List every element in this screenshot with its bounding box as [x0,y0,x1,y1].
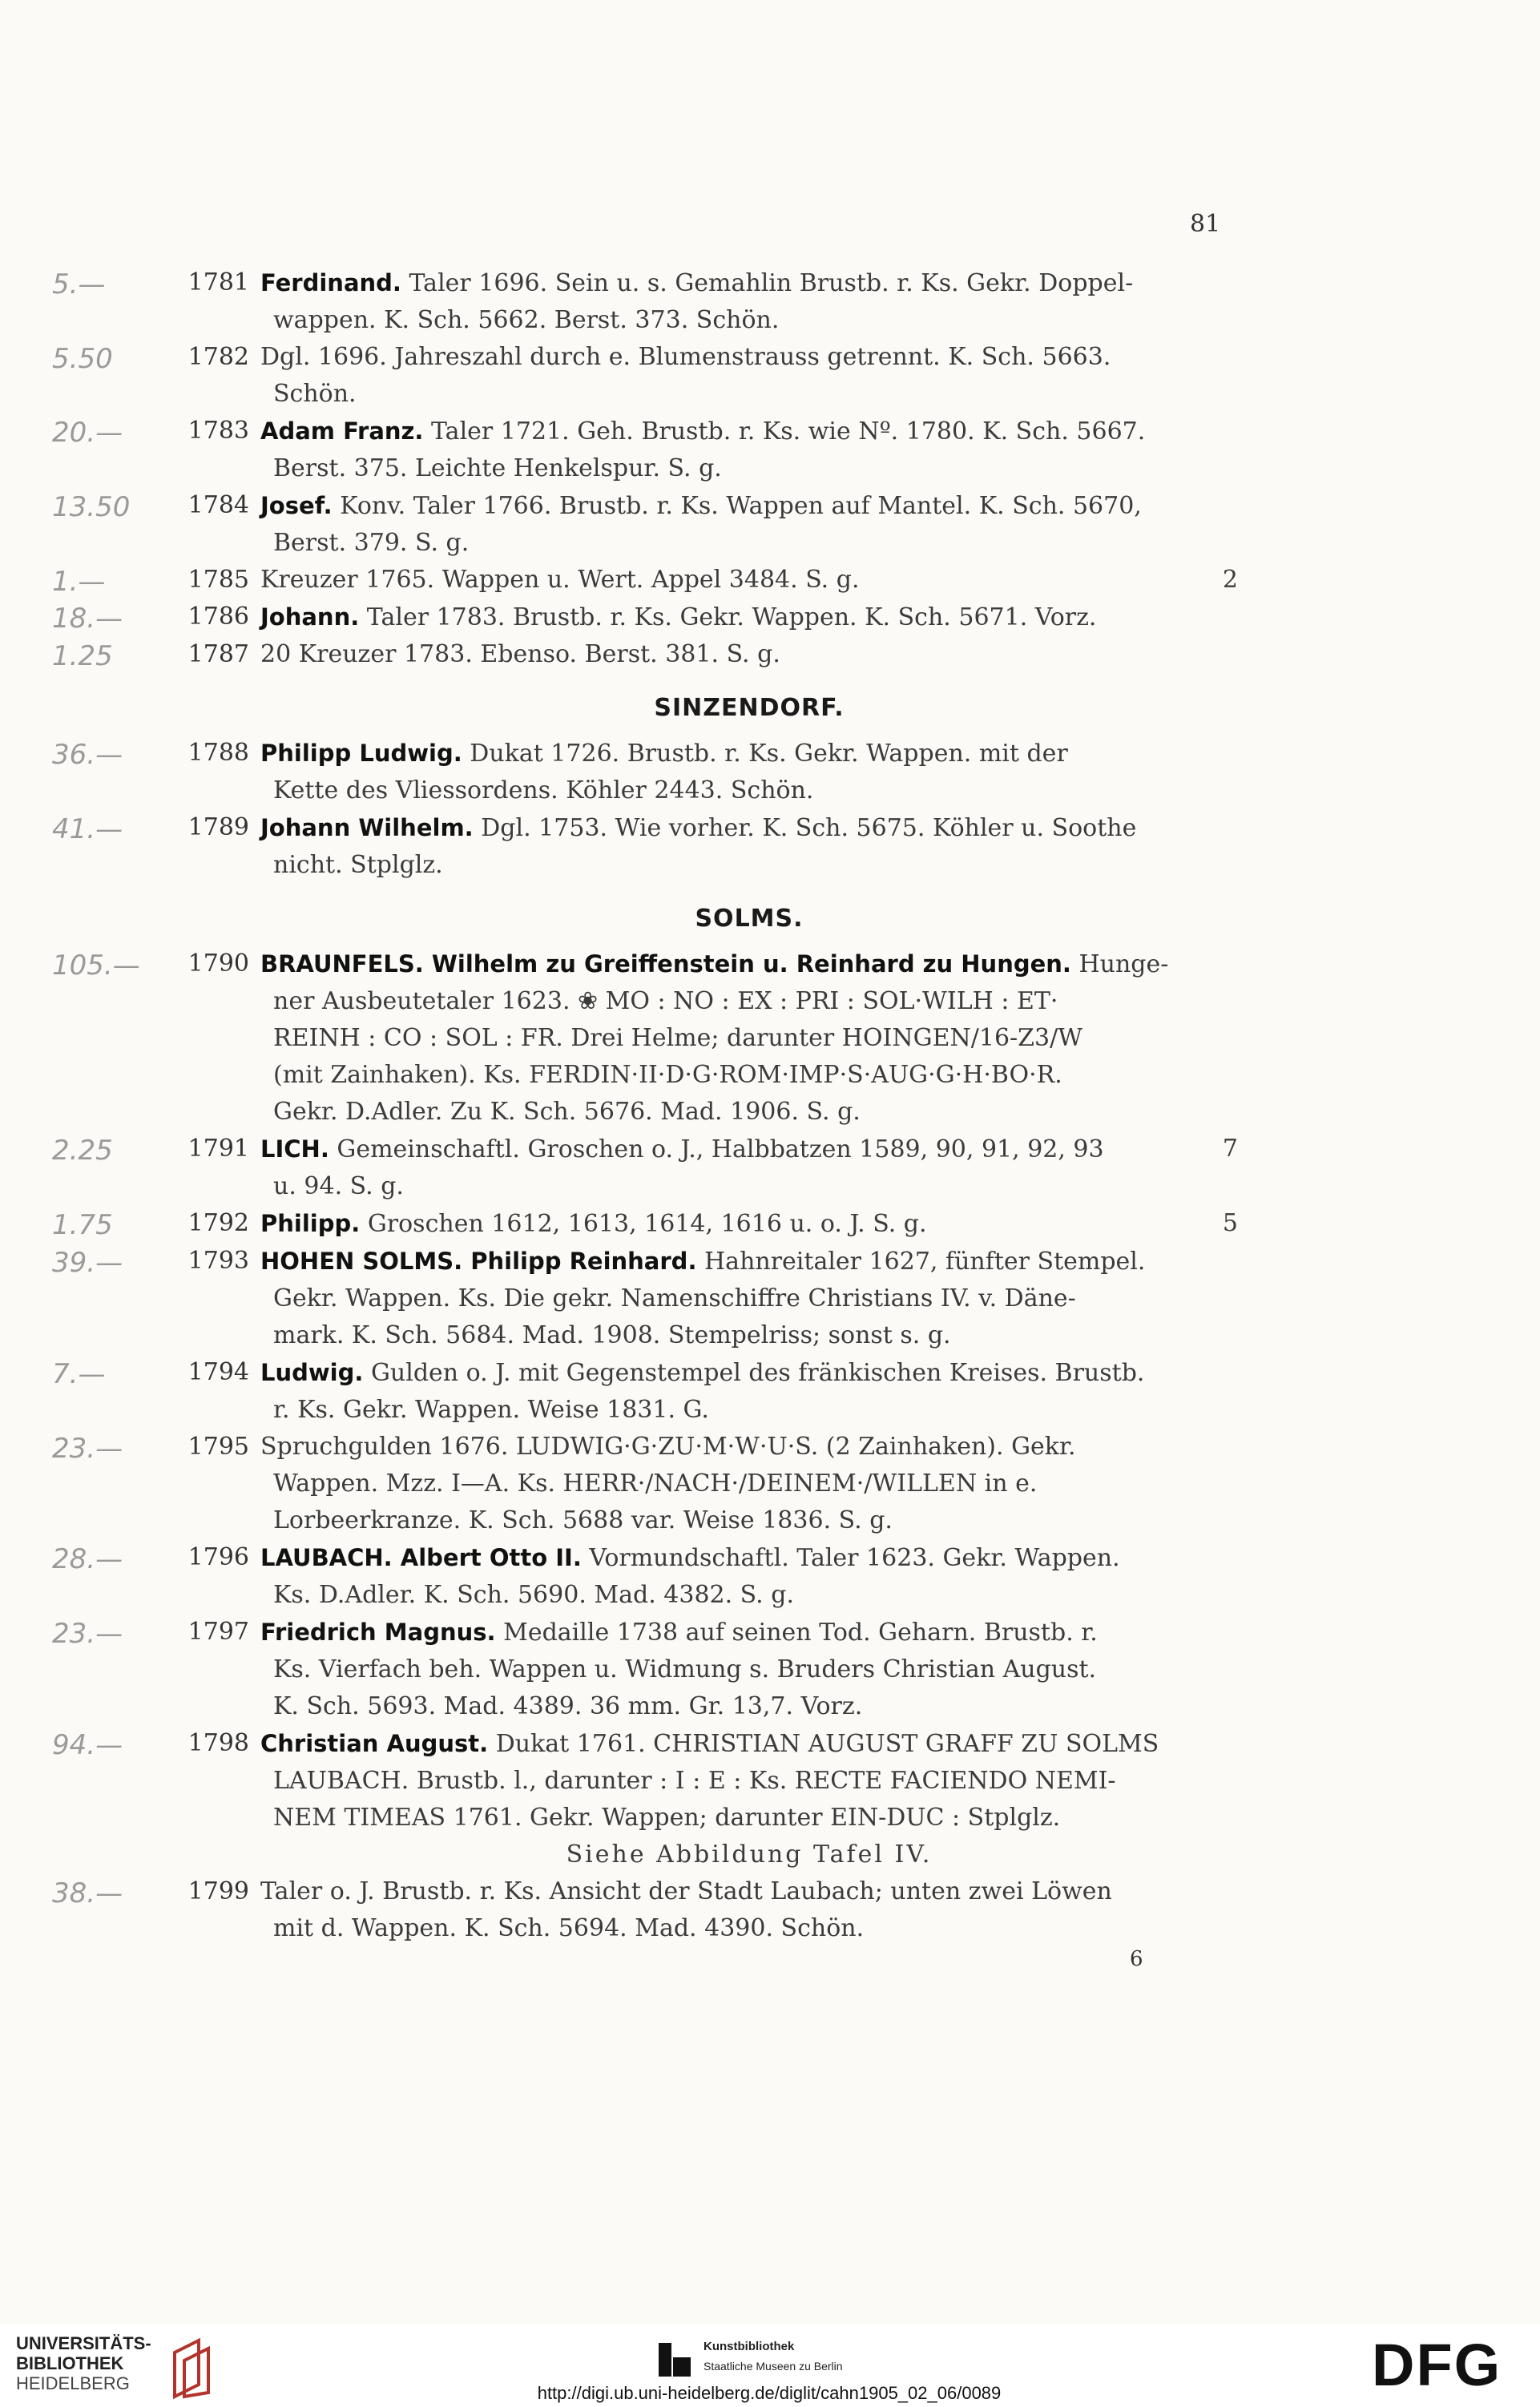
entry-number: 1785 [187,566,249,594]
entry-name: Johann. [260,603,360,631]
entry-number: 1783 [187,417,249,445]
pencil-price-mark: 2.25 [52,1135,113,1167]
entry-line [260,847,1238,884]
entry-line [260,983,1238,1020]
entry-name: Philipp. [260,1210,361,1237]
entry-text [260,735,1238,809]
kunstbibliothek-title: Kunstbibliothek [703,2340,795,2353]
entry-text [260,339,1238,413]
entry-line-text: LAUBACH. Brustb. l., darunter : I : E : Ks. RECTE FACIENDO NEMI- [273,1767,1116,1795]
entry-line [260,1651,1238,1688]
entry-text [260,1873,1238,1947]
entry-number: 1791 [187,1135,249,1163]
entry-line [260,376,1238,413]
entry-line [260,1168,1238,1205]
entry-line [260,413,1238,450]
catalog-entry [52,735,1238,809]
catalog-list [52,264,1238,1947]
pencil-price-mark: 5.50 [52,343,113,375]
entry-line-text: mark. K. Sch. 5684. Mad. 1908. Stempelriss; sonst s. g. [273,1321,951,1349]
entry-line-text: Gemeinschaftl. Groschen o. J., Halbbatzen 1589, 90, 91, 92, 93 [337,1135,1104,1163]
pencil-price-mark: 36.— [52,739,123,771]
entry-line [260,772,1238,809]
entry-text [260,599,1238,636]
pencil-price-mark: 7.— [52,1358,106,1390]
entry-line-text: Schön. [273,380,357,408]
ub-heidelberg-logo[interactable] [16,2333,224,2402]
catalog-entry [52,636,1238,673]
entry-text [260,413,1238,487]
catalog-entry [52,1243,1238,1354]
entry-line [260,1539,1238,1577]
pencil-price-mark: 18.— [52,603,123,635]
pencil-price-mark: 41.— [52,813,123,845]
entry-line-text: (mit Zainhaken). Ks. FERDIN·II·D·G·ROM·IMP·S·AUG·G·H·BO·R. [273,1061,1062,1089]
entry-line [260,1020,1238,1057]
entry-line [260,264,1238,302]
entry-line-text: Kette des Vliessordens. Köhler 2443. Schön. [273,776,814,804]
entry-line-text: Ks. D.Adler. K. Sch. 5690. Mad. 4382. S. g. [273,1581,794,1609]
entry-line-text: Hahnreitaler 1627, fünfter Stempel. [704,1248,1146,1276]
entry-line-text: Kreuzer 1765. Wappen u. Wert. Appel 3484. S. g. [260,566,860,594]
section-heading-sinzendorf: SINZENDORF. [654,694,845,722]
catalog-entry [52,1205,1238,1243]
entry-name: Philipp Ludwig. [260,740,462,767]
plate-reference: Siehe Abbildung Tafel IV. [566,1841,933,1869]
entry-line-text: Taler o. J. Brustb. r. Ks. Ansicht der Stadt Laubach; unten zwei Löwen [260,1877,1112,1905]
entry-line [260,525,1238,562]
entry-text [260,264,1238,339]
pencil-price-mark: 28.— [52,1543,123,1575]
catalog-entry [52,945,1238,1131]
entry-line [260,1205,1238,1243]
entry-line [260,1800,1238,1836]
entry-price: 2 [1222,566,1238,594]
kunstbibliothek-logo[interactable] [657,2332,929,2388]
ub-logo-line-2: BIBLIOTHEK [16,2353,124,2373]
entry-name: Adam Franz. [260,417,424,445]
footer-bar [0,2324,1540,2407]
catalog-entry [52,339,1238,413]
entry-line-text: NEM TIMEAS 1761. Gekr. Wappen; darunter EIN-DUC : Stplglz. [273,1804,1061,1832]
entry-line [260,450,1238,487]
entry-number: 1787 [187,640,249,668]
catalog-entry [52,1354,1238,1429]
entry-price: 5 [1222,1209,1238,1237]
catalog-entry [52,1539,1238,1614]
pencil-price-mark: 23.— [52,1618,123,1650]
catalog-entry [52,1873,1238,1947]
entry-line [260,1688,1238,1725]
entry-line-text: REINH : CO : SOL : FR. Drei Helme; darunter HOINGEN/16-Z3/W [273,1024,1083,1052]
catalog-entry [52,1429,1238,1539]
entry-text [260,809,1238,884]
entry-name: Christian August. [260,1730,489,1757]
pencil-price-mark: 94.— [52,1729,123,1761]
catalog-entry [52,809,1238,884]
pencil-price-mark: 13.50 [52,491,131,523]
catalog-entry [52,487,1238,562]
entry-text [260,945,1238,1131]
entry-text [260,1131,1238,1205]
entry-number: 1784 [187,491,249,519]
entry-line [260,1354,1238,1392]
kunstbibliothek-text [703,2336,928,2376]
entry-number: 1797 [187,1618,249,1646]
entry-line [260,1057,1238,1094]
entry-line [260,1502,1238,1539]
entry-text [260,487,1238,562]
catalog-entry [52,1725,1238,1873]
entry-line-text: Taler 1721. Geh. Brustb. r. Ks. wie Nº. 1780. K. Sch. 5667. [431,417,1146,446]
catalog-entry [52,1614,1238,1725]
entry-name: LAUBACH. Albert Otto II. [260,1544,582,1571]
entry-name: HOHEN SOLMS. Philipp Reinhard. [260,1248,697,1275]
entry-name: LICH. [260,1135,329,1163]
pencil-price-mark: 1.25 [52,640,113,672]
entry-text [260,1205,1238,1243]
entry-line [260,1392,1238,1429]
entry-line-text: Medaille 1738 auf seinen Tod. Geharn. Brustb. r. [503,1619,1098,1647]
pencil-price-mark: 20.— [52,417,123,449]
entry-line [260,1577,1238,1614]
entry-number: 1798 [187,1729,249,1757]
entry-name: Friedrich Magnus. [260,1619,496,1646]
entry-line-text: wappen. K. Sch. 5662. Berst. 373. Schön. [273,306,780,334]
entry-text [260,636,1238,673]
entry-line [260,1317,1238,1354]
ub-logo-line-1: UNIVERSITÄTS- [16,2333,151,2353]
entry-line [260,1614,1238,1651]
entry-line [260,599,1238,636]
entry-line-text: Berst. 379. S. g. [273,529,470,557]
entry-line-text: ner Ausbeutetaler 1623. ❀ MO : NO : EX : PRI : SOL·WILH : ET· [273,987,1058,1015]
entry-number: 1789 [187,813,249,841]
entry-line [260,1243,1238,1280]
entry-text [260,562,1238,599]
entry-line-text: Vormundschaftl. Taler 1623. Gekr. Wappen. [589,1544,1120,1572]
entry-number: 1788 [187,739,249,767]
entry-line-text: mit d. Wappen. K. Sch. 5694. Mad. 4390. Schön. [273,1914,865,1942]
entry-line-text: Gulden o. J. mit Gegenstempel des fränkischen Kreises. Brustb. [370,1359,1145,1387]
entry-number: 1792 [187,1209,249,1237]
catalog-entry [52,562,1238,599]
entry-name: Ferdinand. [260,269,401,296]
entry-line [260,735,1238,772]
entry-text [260,1429,1238,1539]
entry-line-text: Konv. Taler 1766. Brustb. r. Ks. Wappen auf Mantel. K. Sch. 5670, [340,492,1142,520]
catalog-entry [52,264,1238,339]
entry-text [260,1614,1238,1725]
entry-line-text: Taler 1696. Sein u. s. Gemahlin Brustb. r. Ks. Gekr. Doppel- [409,269,1134,297]
entry-line-text: Gekr. D.Adler. Zu K. Sch. 5676. Mad. 1906. S. g. [273,1098,861,1126]
catalog-entry [52,599,1238,636]
page-number: 81 [1190,210,1221,238]
pencil-price-mark: 1.— [52,566,106,598]
entry-line [260,809,1238,847]
entry-name: Johann Wilhelm. [260,814,474,841]
entry-line [260,1280,1238,1317]
entry-number: 1796 [187,1543,249,1571]
entry-line-text: Dgl. 1696. Jahreszahl durch e. Blumenstrauss getrennt. K. Sch. 5663. [260,343,1111,371]
entry-line [260,636,1238,673]
entry-number: 1782 [187,343,249,371]
entry-line-text: Dukat 1726. Brustb. r. Ks. Gekr. Wappen. mit der [470,740,1068,768]
entry-text [260,1725,1238,1873]
catalog-entry [52,1131,1238,1205]
entry-number: 1794 [187,1358,249,1386]
entry-name: BRAUNFELS. Wilhelm zu Greiffenstein u. Reinhard zu Hungen. [260,950,1071,978]
entry-name: Josef. [260,492,333,519]
entry-line-text: 20 Kreuzer 1783. Ebenso. Berst. 381. S. g. [260,640,780,668]
entry-text [260,1243,1238,1354]
entry-line [260,339,1238,376]
ub-logo-line-3: HEIDELBERG [16,2373,130,2393]
entry-line-text: Dukat 1761. CHRISTIAN AUGUST GRAFF ZU SOLMS [495,1730,1159,1758]
entry-line-text: Spruchgulden 1676. LUDWIG·G·ZU·M·W·U·S. (2 Zainhaken). Gekr. [260,1433,1076,1461]
entry-line-text: Berst. 375. Leichte Henkelspur. S. g. [273,454,722,482]
entry-line-text: nicht. Stplglz. [273,851,443,879]
entry-number: 1799 [187,1877,249,1905]
entry-line-text: Lorbeerkranze. K. Sch. 5688 var. Weise 1836. S. g. [273,1506,893,1534]
pencil-price-mark: 39.— [52,1247,123,1279]
entry-line [260,562,1238,599]
entry-line [260,487,1238,525]
entry-line [260,1910,1238,1947]
signature-mark: 6 [1130,1947,1143,1971]
entry-line [260,1873,1238,1910]
entry-name: Ludwig. [260,1359,364,1386]
pencil-price-mark: 38.— [52,1877,123,1909]
entry-line-text: Hunge- [1078,950,1169,978]
entry-number: 1790 [187,949,249,978]
entry-line-text: Wappen. Mzz. I—A. Ks. HERR·/NACH·/DEINEM·/WILLEN in e. [273,1470,1038,1498]
section-heading-solms: SOLMS. [695,905,804,933]
pencil-price-mark: 105.— [52,949,140,982]
pencil-price-mark: 1.75 [52,1209,113,1241]
entry-line-text: r. Ks. Gekr. Wappen. Weise 1831. G. [273,1396,709,1424]
kunstbibliothek-subtitle: Staatliche Museen zu Berlin [703,2360,843,2373]
entry-line [260,302,1238,339]
entry-number: 1795 [187,1433,249,1461]
catalog-entry [52,413,1238,487]
entry-line [260,1429,1238,1466]
entry-line-text: Gekr. Wappen. Ks. Die gekr. Namenschiffre Christians IV. v. Däne- [273,1284,1076,1312]
entry-line [260,1763,1238,1800]
entry-line-text: Ks. Vierfach beh. Wappen u. Widmung s. Bruders Christian August. [273,1655,1097,1683]
pencil-price-mark: 23.— [52,1433,123,1465]
entry-number: 1793 [187,1247,249,1275]
entry-line [260,945,1238,983]
entry-number: 1781 [187,268,249,296]
entry-line [260,1094,1238,1131]
ub-emblem-icon [167,2336,215,2401]
kunstbibliothek-emblem-icon [657,2340,692,2380]
entry-line-text: K. Sch. 5693. Mad. 4389. 36 mm. Gr. 13,7. Vorz. [273,1692,863,1720]
entry-line [260,1131,1238,1168]
entry-line-text: u. 94. S. g. [273,1172,404,1200]
entry-line-text: Dgl. 1753. Wie vorher. K. Sch. 5675. Köhler u. Soothe [481,814,1137,842]
entry-line [260,1466,1238,1502]
entry-text [260,1539,1238,1614]
pencil-price-mark: 5.— [52,268,106,300]
entry-price: 7 [1222,1135,1238,1163]
dfg-logo[interactable]: DFG [1372,2332,1502,2398]
source-url-link[interactable]: http://digi.ub.uni-heidelberg.de/diglit/cahn1905_02_06/0089 [537,2383,1002,2403]
entry-text [260,1354,1238,1429]
entry-number: 1786 [187,603,249,631]
entry-line-text: Taler 1783. Brustb. r. Ks. Gekr. Wappen. K. Sch. 5671. Vorz. [366,603,1097,631]
entry-line-text: Groschen 1612, 1613, 1614, 1616 u. o. J. S. g. [367,1210,927,1238]
entry-line [260,1725,1238,1763]
